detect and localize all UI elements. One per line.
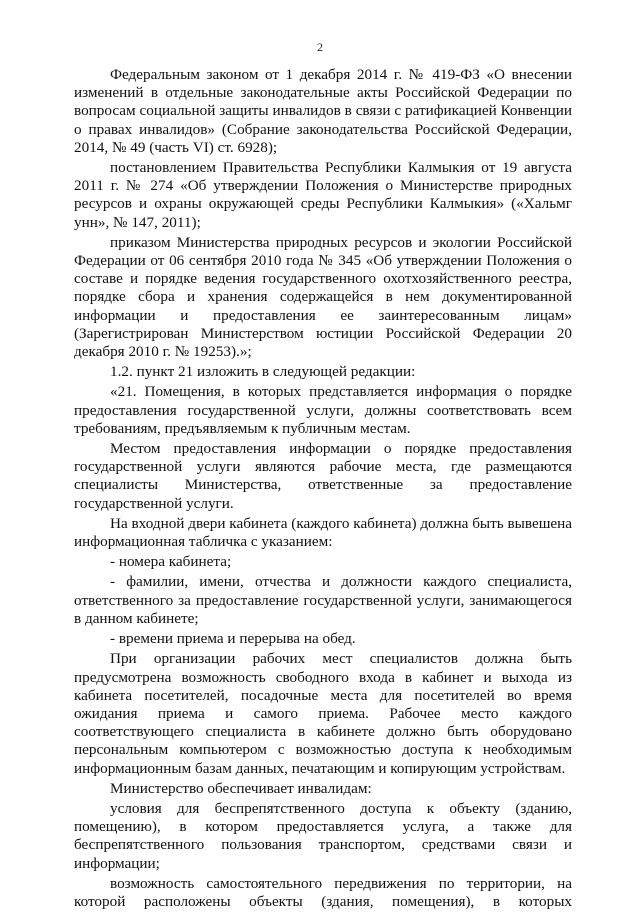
page-number: 2 <box>317 40 323 54</box>
paragraph-ministry-provides: Министерство обеспечивает инвалидам: <box>110 779 372 797</box>
document-body <box>74 66 572 913</box>
paragraph-ministry-order: приказом Министерства природных ресурсов и экологии Российской Федерации от 06 сентября 2010 года № 345 «Об утверждении Положения о составе и порядке ведения государственного охотхозяйственного реестра, порядке сбора и хранения содержащейся в нем документированной информации и предоставления ее заинтересованным лицам» (Зарегистрирован Министерством юстиции Российской Федерации 20 декабря 2010 г. № 19253).»; <box>74 233 572 361</box>
paragraph-door-sign: На входной двери кабинета (каждого кабинета) должна быть вывешена информационная табличка с указанием: <box>74 514 572 551</box>
paragraph-movement-possibility: возможность самостоятельного передвижения по территории, на которой расположены объекты (здания, помещения), в которых <box>74 874 572 910</box>
list-item-reception-time: - времени приема и перерыва на обед. <box>110 630 356 648</box>
list-item-specialist-name: - фамилии, имени, отчества и должности каждого специалиста, ответственного за предоставление государственной услуги, занимающегося в данном кабинете; <box>74 573 572 627</box>
paragraph-clause-21: «21. Помещения, в которых представляется информация о порядке предоставления государственной услуги, должны соответствовать всем требованиям, предъявляемым к публичным местам. <box>74 383 572 437</box>
list-item-room-number: - номера кабинета; <box>110 553 232 571</box>
paragraph-access-conditions: условия для беспрепятственного доступа к объекту (зданию, помещению), в котором предоставляется услуга, а также для беспрепятственного пользования транспортом, средствами связи и информации; <box>74 799 572 872</box>
paragraph-clause-1-2: 1.2. пункт 21 изложить в следующей редакции: <box>110 363 416 381</box>
paragraph-government-resolution: постановлением Правительства Республики Калмыкия от 19 августа 2011 г. № 274 «Об утверждении Положения о Министерстве природных ресурсов и охраны окружающей среды Республики Калмыкия» («Хальмг унн», № 147, 2011); <box>74 159 572 231</box>
paragraph-federal-law: Федеральным законом от 1 декабря 2014 г. № 419-ФЗ «О внесении изменений в отдельные законодательные акты Российской Федерации по вопросам социальной защиты инвалидов в связи с ратификацией Конвенции о правах инвалидов» (Собрание законодательства Российской Федерации, 2014, № 49 (часть VI) ст. 6928); <box>74 66 572 156</box>
paragraph-workplaces: При организации рабочих мест специалистов должна быть предусмотрена возможность свободного входа в кабинет и выхода из кабинета посетителей, посадочные места для посетителей во время ожидания приема и самого приема. Рабочее место каждого соответствующего специалиста в кабинете должно быть оборудовано персональным компьютером с возможностью доступа к необходимым информационным базам данных, печатающим и копирующим устройствам. <box>74 650 572 777</box>
paragraph-info-place: Местом предоставления информации о порядке предоставления государственной услуги являются рабочие места, где размещаются специалисты Министерства, ответственные за предоставление государственной услуги. <box>74 440 572 512</box>
